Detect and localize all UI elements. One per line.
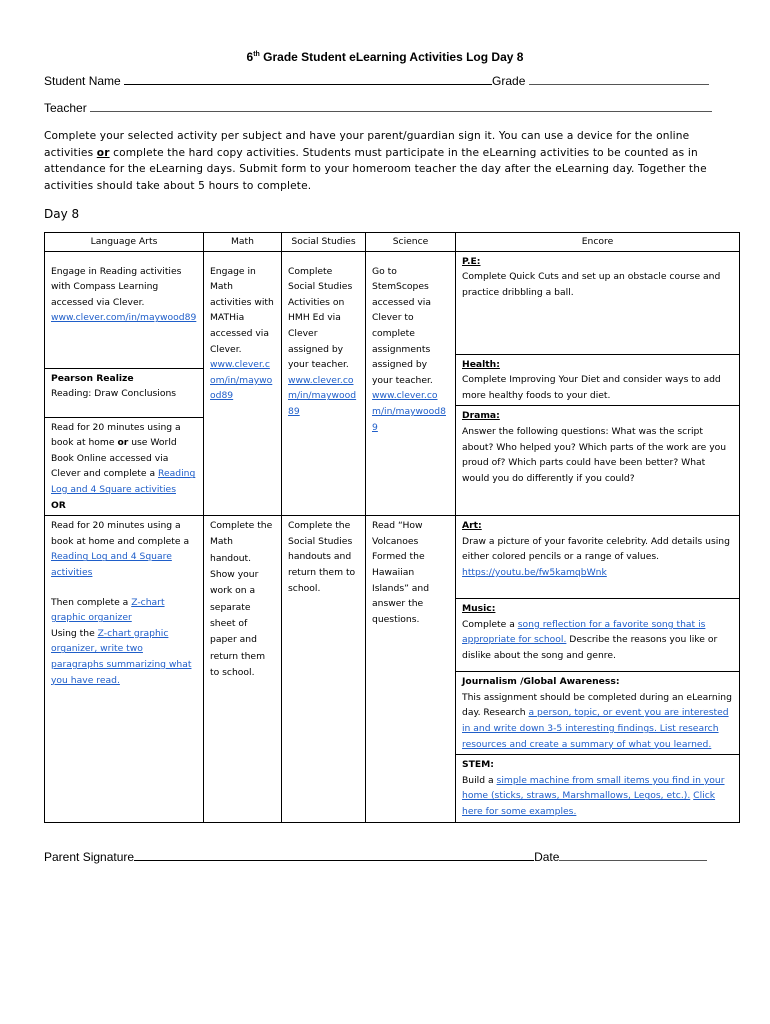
health-title: Health: — [462, 358, 500, 370]
pe-text: Complete Quick Cuts and set up an obstacle course and practice dribbling a ball. — [462, 271, 721, 298]
header-encore: Encore — [456, 233, 740, 252]
simple-machine-link[interactable]: simple machine from small items you find in your home (sticks, straws, Marshmallows, Legos, etc.). — [462, 774, 725, 802]
social-studies-clever-link[interactable]: www.clever.com/in/maywood89 — [288, 374, 357, 417]
or-emphasis: or — [96, 146, 110, 159]
stem-title: STEM: — [462, 759, 494, 771]
math-hard-copy-cell: Complete the Math handout. Show your work on a separate sheet of paper and return them to school. — [204, 516, 282, 822]
art-text: Draw a picture of your favorite celebrity. Add details using either colored pencils or a range of values. — [462, 535, 730, 563]
compass-block: Engage in Reading activities with Compass Learning accessed via Clever. www.clever.com/in/maywood89 — [51, 265, 197, 324]
health-text: Complete Improving Your Diet and consider ways to add more healthy foods to your diet. — [462, 374, 721, 401]
teacher-label: Teacher — [44, 101, 91, 115]
language-arts-online-cell — [45, 251, 204, 516]
encore-health-cell — [456, 354, 740, 406]
student-name-field[interactable] — [124, 74, 492, 85]
journalism-title: Journalism /Global Awareness: — [462, 676, 620, 688]
page-title: 6th Grade Student eLearning Activities Log Day 8 — [246, 50, 524, 64]
pearson-text: Reading: Draw Conclusions — [51, 388, 177, 400]
science-hard-copy-cell: Read “How Volcanoes Formed the Hawaiian Islands” and answer the questions. — [366, 516, 456, 822]
science-online-cell: Go to StemScopes accessed via Clever to complete assignments assigned by your teacher. www.clever.com/in/maywood89 — [366, 251, 456, 516]
pe-title: P.E: — [462, 255, 481, 267]
parent-signature-field[interactable] — [134, 850, 534, 861]
reading-log-link-2[interactable]: Reading Log and 4 Square activities — [51, 551, 172, 578]
art-video-link[interactable]: https://youtu.be/fw5kamqbWnk — [462, 566, 607, 578]
song-reflection-link[interactable]: song reflection for a favorite song that is appropriate for school. — [462, 618, 706, 646]
social-studies-hard-copy-cell: Complete the Social Studies handouts and return them to school. — [282, 516, 366, 822]
zchart-paragraphs-link[interactable]: Z-chart graphic organizer, write two paragraphs summarizing what you have read. — [51, 627, 192, 686]
drama-title: Drama: — [462, 410, 500, 422]
day-label: Day 8 — [44, 207, 80, 221]
header-math: Math — [204, 233, 282, 252]
research-topic-link[interactable]: a person, topic, or event you are interested in and write down 3-5 interesting findings. List research resources and create a summary of what you learned. — [462, 707, 729, 750]
encore-journalism-cell: Journalism /Global Awareness: This assignment should be completed during an eLearning day. Research a person, topic, or event you are interested in and write down 3-5 interesting findings. List research resources and create a summary of what you learned. — [456, 672, 740, 755]
table-row-hard-copy — [45, 516, 740, 599]
zchart-link[interactable]: Z-chart graphic organizer — [51, 596, 165, 624]
header-social-studies: Social Studies — [282, 233, 366, 252]
or-label: OR — [51, 499, 66, 511]
encore-stem-cell: STEM: Build a simple machine from small items you find in your home (sticks, straws, Marshmallows, Legos, etc.). Click here for some examples. — [456, 755, 740, 822]
signature-row — [44, 850, 707, 864]
encore-drama-cell — [456, 406, 740, 516]
world-book-block: Read for 20 minutes using a book at home or use World Book Online accessed via Clever and complete a Reading Log and 4 Square activities OR — [45, 417, 203, 516]
language-arts-hard-copy-cell: Read for 20 minutes using a book at home and complete a Reading Log and 4 Square activities Then complete a Z-chart graphic organizer Using the Z-chart graphic organizer, write two paragraphs summarizing what you have read. — [45, 516, 204, 822]
date-label: Date — [534, 850, 560, 864]
teacher-row — [44, 101, 712, 115]
header-language-arts: Language Arts — [45, 233, 204, 252]
examples-link[interactable]: Click here for some examples. — [462, 790, 716, 817]
encore-pe-cell — [456, 251, 740, 354]
social-studies-online-cell: Complete Social Studies Activities on HMH Ed via Clever assigned by your teacher. www.clever.com/in/maywood89 — [282, 251, 366, 516]
teacher-field[interactable] — [90, 101, 712, 112]
student-name-label: Student Name — [44, 74, 125, 88]
activities-table — [44, 232, 740, 823]
grade-label: Grade — [492, 74, 529, 88]
reading-log-link-1[interactable]: Reading Log and 4 Square activities — [51, 468, 196, 495]
student-name-row — [44, 74, 709, 88]
grade-field[interactable] — [529, 74, 709, 85]
table-header-row — [45, 233, 740, 252]
pearson-title: Pearson Realize — [51, 372, 134, 384]
header-science: Science — [366, 233, 456, 252]
math-online-cell: Engage in Math activities with MATHia accessed via Clever. www.clever.com/in/maywood89 — [204, 251, 282, 516]
encore-music-cell: Music: Complete a song reflection for a favorite song that is appropriate for school. Describe the reasons you like or dislike about the song and genre. — [456, 599, 740, 672]
compass-link[interactable]: www.clever.com/in/maywood89 — [51, 312, 197, 324]
science-clever-link[interactable]: www.clever.com/in/maywood89 — [372, 390, 446, 433]
art-title: Art: — [462, 520, 482, 532]
drama-text: Answer the following questions: What was the script about? Who helped you? Which parts of the work are you proud of? Which parts could have been better? What would you do differently if you could? — [462, 425, 727, 484]
date-field[interactable] — [559, 850, 707, 861]
encore-art-cell — [456, 516, 740, 599]
parent-signature-label: Parent Signature — [44, 850, 135, 864]
table-row-online — [45, 251, 740, 354]
pearson-block — [45, 368, 203, 417]
music-title: Music: — [462, 603, 496, 615]
instructions: Complete your selected activity per subject and have your parent/guardian sign it. You can use a device for the online activities or complete the hard copy activities. Students must participate in the eLearning activities to be counted as in attendance for the eLearning days. Submit form to your homeroom teacher the day after the eLearning day. Together the activities should take about 5 hours to complete. — [44, 130, 707, 192]
math-clever-link[interactable]: www.clever.com/in/maywood89 — [210, 359, 273, 402]
